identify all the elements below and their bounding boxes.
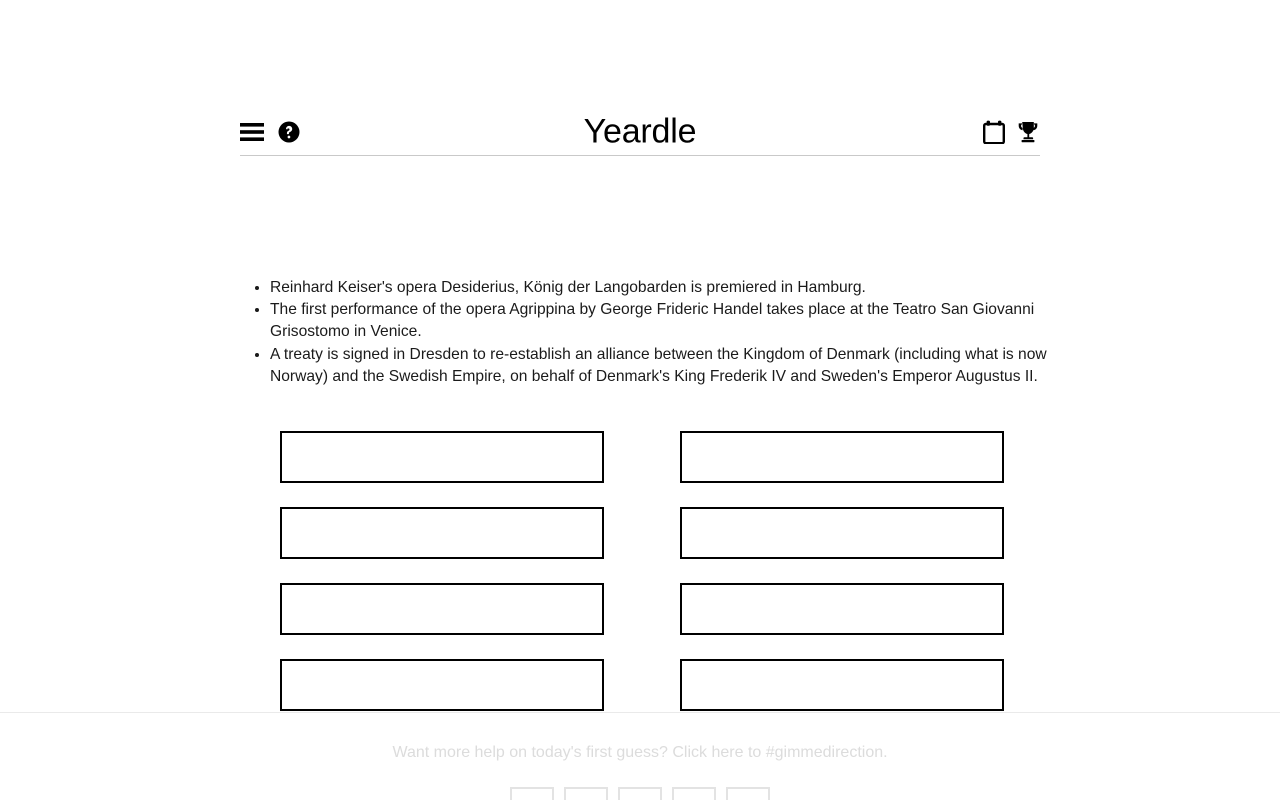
app-footer: [0, 712, 1280, 800]
list-item: • A treaty is signed in Dresden to re-establish an alliance between the Kingdom of Denmark (including what is now Norway) and the Swedish Empire, on behalf of Denmark's King Frederik IV and Sweden's Emperor Augustus II.: [270, 344, 1070, 388]
question-circle-icon[interactable]: [278, 121, 300, 143]
guess-box[interactable]: [280, 431, 604, 483]
guess-box[interactable]: [680, 583, 1004, 635]
calendar-icon[interactable]: [983, 120, 1005, 144]
hamburger-menu-icon[interactable]: [240, 122, 264, 142]
list-item: • The first performance of the opera Agrippina by George Frideric Handel takes place at the Teatro San Giovanni Grisostomo in Venice.: [270, 299, 1070, 343]
app-header: [240, 108, 1040, 156]
header-right-actions: [983, 108, 1040, 155]
year-digit-input[interactable]: [672, 787, 716, 800]
page-title: Yeardle: [583, 112, 697, 150]
guess-box[interactable]: [680, 659, 1004, 711]
year-digit-input[interactable]: [726, 787, 770, 800]
header-left-actions: [240, 108, 300, 155]
guess-box[interactable]: [680, 431, 1004, 483]
list-item: • Reinhard Keiser's opera Desiderius, König der Langobarden is premiered in Hamburg.: [270, 277, 1070, 299]
year-input-row: [0, 787, 1280, 800]
guess-box[interactable]: [280, 583, 604, 635]
year-digit-input[interactable]: [564, 787, 608, 800]
year-digit-input[interactable]: [618, 787, 662, 800]
guess-box[interactable]: [280, 507, 604, 559]
guess-box[interactable]: [680, 507, 1004, 559]
guess-box[interactable]: [280, 659, 604, 711]
guess-grid: [280, 431, 1004, 711]
clue-list: [240, 277, 1070, 388]
gimmedirection-link[interactable]: Want more help on today's first guess? Click here to #gimmedirection.: [392, 744, 888, 761]
year-digit-input[interactable]: [510, 787, 554, 800]
trophy-icon[interactable]: [1016, 120, 1040, 144]
